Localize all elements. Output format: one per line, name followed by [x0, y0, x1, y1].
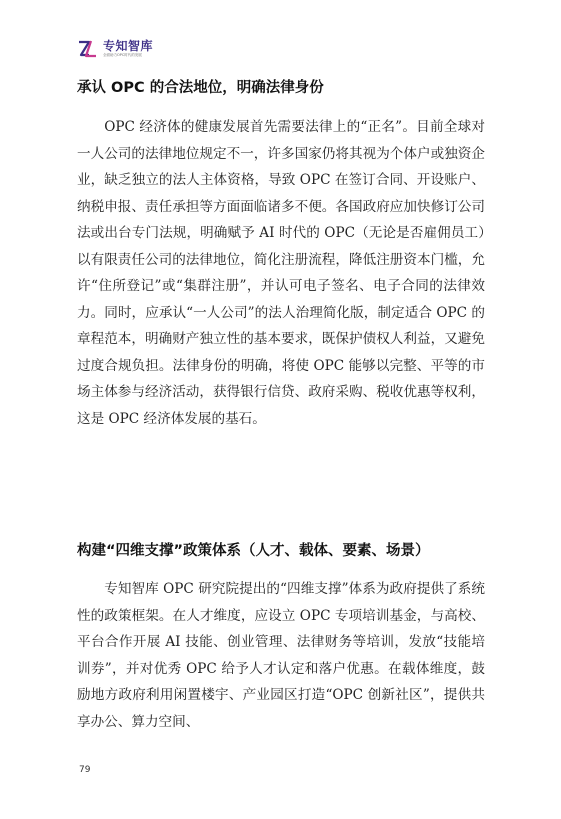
section-paragraph-four-dimensional-support: 专知智库 OPC 研究院提出的“四维支撑”体系为政府提供了系统性的政策框架。在人才维度，应设立 OPC 专项培训基金，与高校、平台合作开展 AI 技能、创业管理、法律财务等培训，发放“技能培训券”，并对优秀 OPC 给予人才认定和落户优惠。在载体维度，鼓励地方政府利用闲置楼宇、产业园区打造“OPC 创新社区”，提供共享办公、算力空间、	[77, 581, 485, 730]
section-heading-four-dimensional-support: 构建“四维支撑”政策体系（人才、载体、要素、场景）	[77, 543, 430, 559]
zl-monogram-icon	[78, 40, 100, 58]
logo-name: 专知智库	[103, 39, 154, 53]
logo-tagline: 全面助力OPC时代的发展	[103, 53, 142, 57]
brand-logo	[78, 40, 153, 58]
section-heading-legal-status: 承认 OPC 的合法地位，明确法律身份	[77, 80, 324, 96]
section-paragraph-legal-status: OPC 经济体的健康发展首先需要法律上的“正名”。目前全球对一人公司的法律地位规定不一，许多国家仍将其视为个体户或独资企业，缺乏独立的法人主体资格，导致 OPC 在签订合同、开设账户、纳税申报、责任承担等方面面临诸多不便。各国政府应加快修订公司法或出台专门法规，明确赋予 AI 时代的 OPC（无论是否雇佣员工）以有限责任公司的法律地位，简化注册流程，降低注册资本门槛，允许“住所登记”或“集群注册”，并认可电子签名、电子合同的法律效力。同时，应承认“一人公司”的法人治理简化版，制定适合 OPC 的章程范本，明确财产独立性的基本要求，既保护债权人利益，又避免过度合规负担。法律身份的明确，将使 OPC 能够以完整、平等的市场主体参与经济活动，获得银行信贷、政府采购、税收优惠等权利，这是 OPC 经济体发展的基石。	[77, 119, 485, 427]
page-number: 79	[79, 765, 91, 775]
